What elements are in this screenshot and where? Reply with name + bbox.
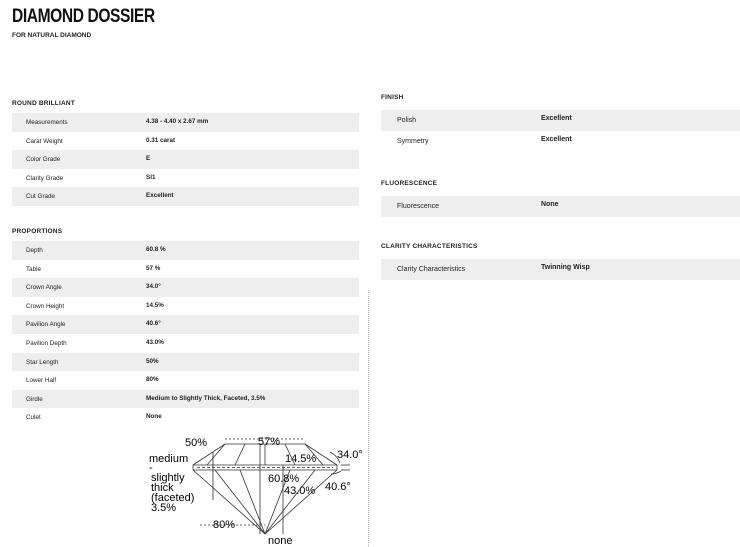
row-value: SI1: [146, 173, 156, 181]
table-row: [12, 353, 359, 372]
row-value: 57 %: [146, 264, 161, 272]
pavilion-depth-label: 43.0%: [284, 485, 316, 497]
row-label: Girdle: [26, 395, 43, 403]
proportions-table: [12, 241, 359, 427]
row-label: Pavilion Angle: [26, 321, 66, 329]
row-value: Twinning Wisp: [541, 264, 590, 271]
row-value: 80%: [146, 376, 159, 384]
row-label: Table: [26, 265, 42, 273]
clarity-characteristics-heading: CLARITY CHARACTERISTICS: [381, 243, 478, 250]
proportions-heading: PROPORTIONS: [12, 228, 63, 235]
row-label: Symmetry: [397, 138, 429, 145]
culet-label: none: [268, 535, 293, 547]
row-label: Polish: [397, 117, 417, 124]
row-value: Excellent: [541, 136, 572, 143]
table-row: [381, 259, 740, 280]
row-value: Excellent: [146, 192, 174, 200]
page-title: DIAMOND DOSSIER: [12, 6, 155, 27]
pavilion-angle-label: 40.6°: [325, 481, 351, 493]
row-value: Medium to Slightly Thick, Faceted, 3.5%: [146, 394, 266, 402]
table-row: [12, 334, 359, 353]
table-row: [12, 113, 359, 132]
row-label: Clarity Grade: [26, 174, 64, 182]
row-value: 60.8 %: [146, 246, 166, 253]
table-row: [12, 241, 359, 260]
row-value: 0.31 carat: [146, 136, 176, 144]
page-subtitle: FOR NATURAL DIAMOND: [12, 32, 92, 39]
lower-half-label: 80%: [213, 519, 236, 531]
row-label: Crown Height: [26, 302, 65, 310]
crown-height-label: 14.5%: [285, 453, 317, 465]
star-length-label: 50%: [185, 437, 208, 449]
proportion-diagram: [145, 430, 370, 547]
row-value: E: [146, 155, 151, 163]
row-value: 50%: [146, 357, 159, 365]
table-row: [12, 278, 359, 297]
row-label: Culet: [26, 414, 41, 422]
row-label: Star Length: [26, 358, 59, 366]
row-value: 34.0°: [146, 283, 161, 291]
table-row: [12, 169, 359, 188]
girdle-label-1: medium: [149, 453, 189, 465]
table-row: [12, 371, 359, 390]
table-row: [381, 110, 740, 131]
row-value: 14.5%: [146, 301, 164, 309]
row-label: Lower Half: [26, 377, 57, 385]
table-row: [381, 131, 740, 152]
girdle-label-5: (faceted): [151, 492, 195, 504]
row-label: Measurements: [26, 119, 68, 126]
row-label: Clarity Characteristics: [397, 266, 466, 273]
depth-label: 60.8%: [268, 473, 300, 485]
row-value: None: [146, 413, 162, 421]
finish-heading: FINISH: [381, 94, 404, 101]
round-brilliant-table: [12, 113, 359, 206]
table-label: 57%: [258, 436, 281, 448]
crown-angle-label: 34.0°: [337, 449, 363, 461]
table-row: [12, 132, 359, 151]
row-value: Excellent: [541, 115, 572, 122]
row-label: Depth: [26, 247, 43, 254]
row-label: Color Grade: [26, 156, 61, 164]
row-value: 43.0%: [146, 338, 164, 346]
table-row: [12, 408, 359, 427]
row-value: None: [541, 201, 559, 208]
table-row: [12, 187, 359, 206]
row-value: 40.6°: [146, 320, 161, 328]
table-row: [12, 260, 359, 279]
row-label: Pavilion Depth: [26, 339, 67, 347]
fluorescence-table: [381, 196, 740, 217]
table-row: [12, 315, 359, 334]
row-label: Crown Angle: [26, 284, 62, 292]
girdle-label-4: thick: [151, 482, 174, 494]
finish-table: [381, 110, 740, 152]
row-label: Fluorescence: [397, 203, 440, 210]
girdle-label-3: slightly: [151, 472, 185, 484]
row-label: Carat Weight: [26, 137, 63, 145]
table-row: [381, 196, 740, 217]
girdle-label-6: 3.5%: [151, 502, 177, 514]
row-value: 4.38 - 4.40 x 2.67 mm: [146, 118, 209, 125]
table-row: [12, 390, 359, 409]
clarity-characteristics-table: [381, 259, 740, 280]
girdle-label-2: -: [149, 462, 153, 474]
round-brilliant-heading: ROUND BRILLIANT: [12, 100, 75, 107]
fluorescence-heading: FLUORESCENCE: [381, 180, 438, 187]
row-label: Cut Grade: [26, 193, 56, 201]
table-row: [12, 297, 359, 316]
table-row: [12, 150, 359, 169]
